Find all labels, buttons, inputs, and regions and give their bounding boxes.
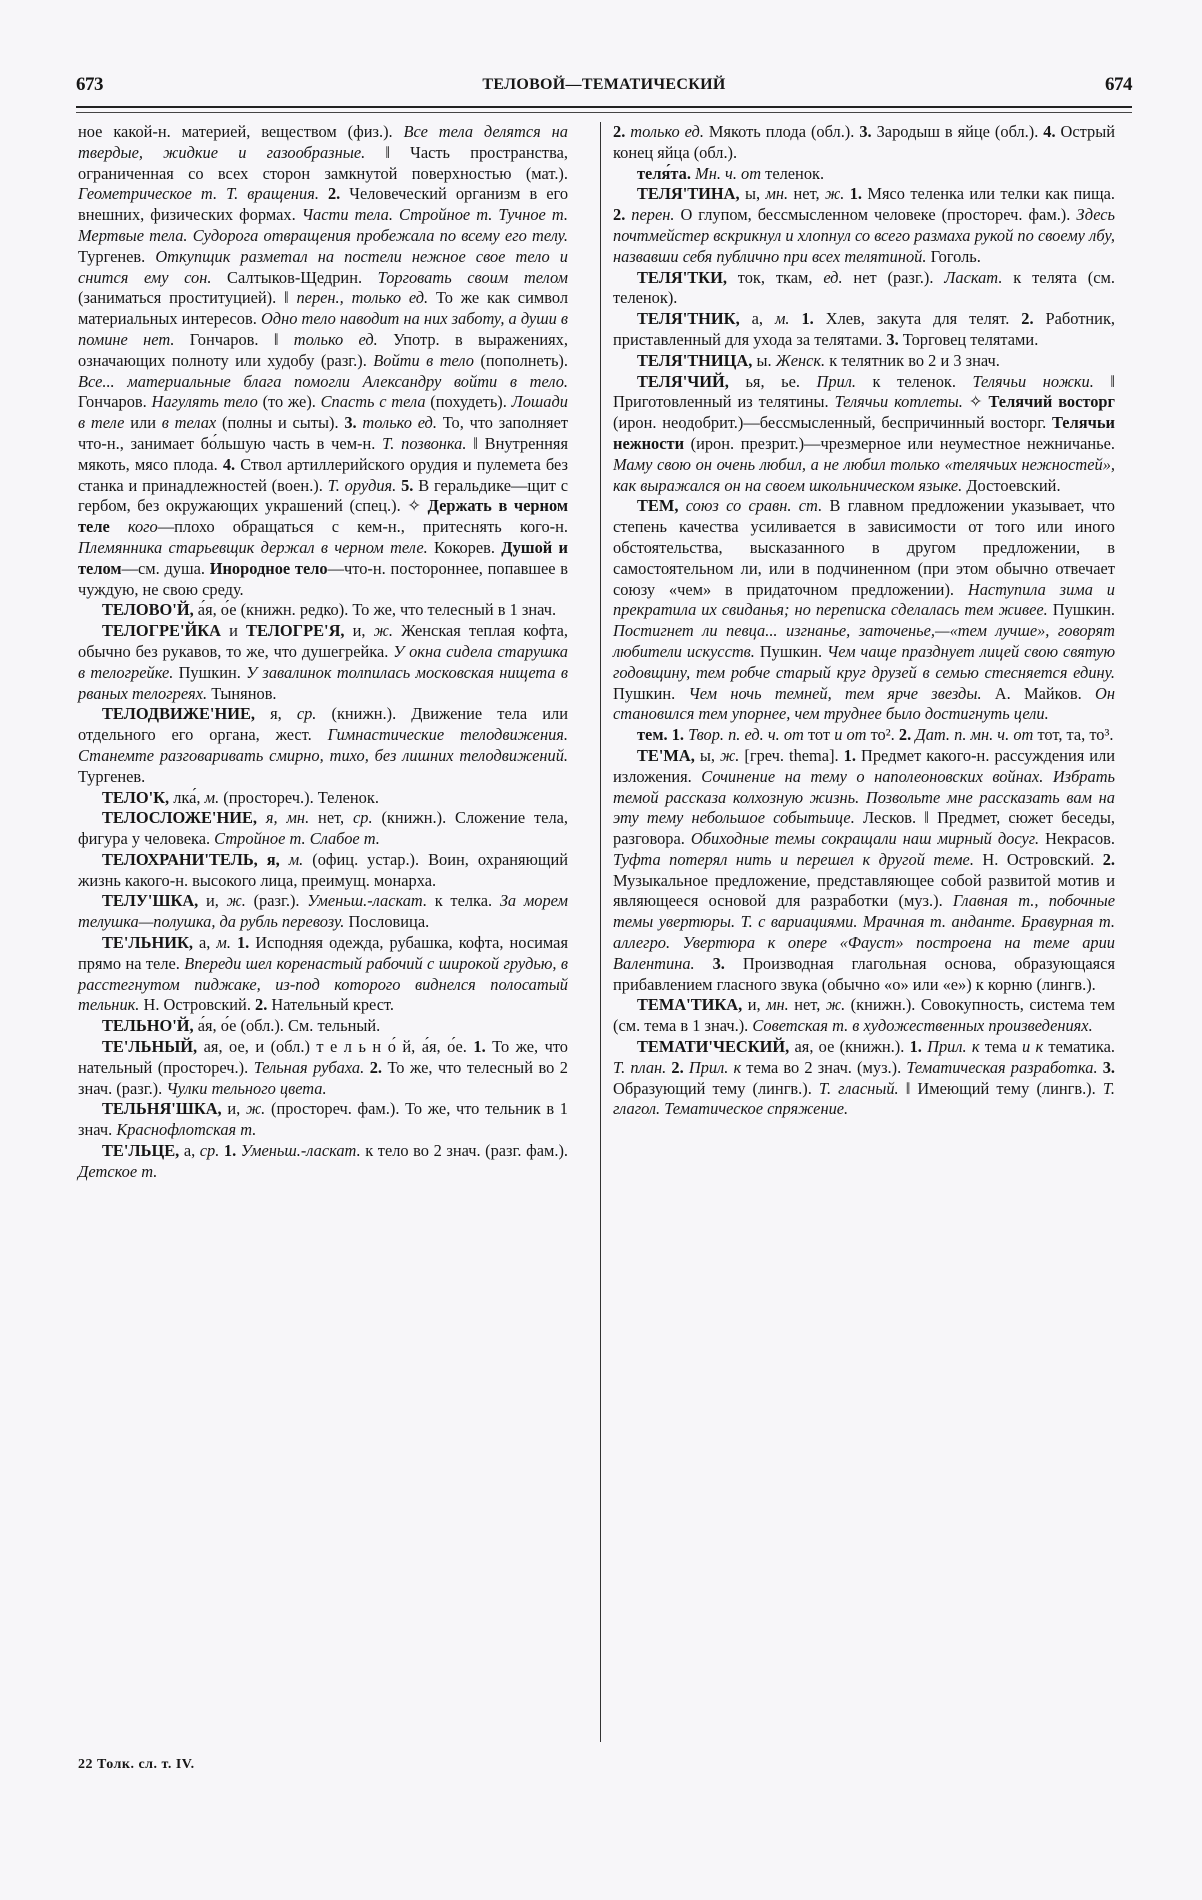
body-text: и,	[221, 1099, 246, 1119]
running-title: ТЕЛОВОЙ—ТЕМАТИЧЕСКИЙ	[482, 76, 726, 93]
italic-text: м.	[279, 849, 304, 869]
headword-bold: ТЕ'ЛЬНЫЙ,	[102, 1037, 198, 1057]
body-text: ✧	[962, 392, 989, 412]
italic-text: Уменьш.-ласкат.	[307, 891, 428, 911]
body-text: Предмет какого-н. рассуждения или изложения.	[613, 745, 1116, 786]
body-text: тот, та, то³.	[1033, 725, 1114, 745]
body-text: ное какой-н. материей, веществом (физ.).	[78, 122, 404, 141]
italic-text: Наступила зима и прекратила их свиданья; но переписка сделалась тем живее.	[613, 579, 1115, 620]
headword-bold: 3.	[1097, 1057, 1116, 1077]
body-text: лка́,	[169, 787, 205, 807]
body-text: (полны и сыты).	[216, 413, 345, 433]
italic-text: Гимнастические телодвижения. Станемте разговаривать смирно, тихо, без лишних телодвижений.	[78, 725, 568, 765]
body-text: нет (разг.).	[842, 267, 945, 287]
body-text: Пословица.	[344, 912, 430, 932]
italic-text: Тельная рубаха.	[253, 1057, 365, 1077]
italic-text: Одно тело наводит на них заботу, а души в помине нет.	[78, 309, 568, 349]
headword-bold: Инородное тело	[209, 558, 328, 578]
body-text: Пушкин.	[754, 641, 827, 661]
italic-text: Телячьи ножки.	[972, 371, 1094, 391]
body-text: Производная глагольная основа, образующаяся прибавлением гласного звука (обычно «о» или «е») к корню (лингв.).	[613, 953, 1115, 994]
headword-bold: Телячий восторг	[988, 392, 1115, 412]
dictionary-entry	[613, 164, 1115, 185]
body-text: а́я, о́е (обл.). См. тельный.	[193, 1016, 381, 1036]
italic-text: Прил.	[816, 371, 856, 391]
headword-bold: 5.	[396, 475, 414, 495]
right-column	[613, 122, 1115, 1120]
headword-bold: 1.	[909, 1037, 922, 1057]
body-text: —плохо обращаться с кем-н., притеснять кого-н.	[157, 517, 568, 537]
body-text: (ирон. неодобрит.)—бессмысленный, беспричинный восторг.	[613, 413, 1052, 433]
dictionary-entry	[613, 746, 1115, 996]
body-text: То же, что нательный (простореч.).	[78, 1037, 568, 1077]
body-text: (книжн.). Движение тела или отдельного его органа, жест.	[78, 704, 568, 745]
dictionary-entry	[78, 1016, 568, 1037]
entry-continuation	[613, 122, 1115, 164]
body-text: Зародыш в яйце (обл.).	[871, 122, 1044, 141]
body-text: А. Майков.	[981, 683, 1096, 703]
italic-text: союз со сравн. ст.	[678, 496, 823, 516]
headword-bold: ТЕ'ЛЬНИК,	[102, 933, 193, 953]
italic-text: Войти в тело	[373, 350, 474, 370]
body-text: [греч. thema].	[739, 745, 844, 765]
body-text: ы.	[752, 350, 776, 370]
italic-text: Детское т.	[78, 1161, 158, 1181]
headword-bold: 2.	[666, 1057, 684, 1077]
body-text: Н. Островский.	[139, 995, 256, 1015]
italic-text: только ед.	[356, 413, 437, 433]
body-text: —см. душа.	[121, 558, 210, 578]
italic-text: Мн. ч. от	[690, 163, 762, 183]
body-text: Гончаров.	[78, 392, 152, 412]
body-text: нет,	[788, 995, 826, 1015]
body-text: тема во 2 знач. (муз.).	[741, 1057, 907, 1077]
body-text: Женская теплая кофта, обычно без рукавов, то же, что душегрейка.	[78, 621, 568, 661]
headword-bold: 3.	[694, 953, 725, 973]
italic-text: Он становился тем упорнее, чем труднее было достигнуть цели.	[613, 683, 1115, 724]
headword-bold: Душой и телом	[78, 537, 568, 578]
headword-bold: ТЕ'МА,	[637, 745, 695, 765]
dictionary-entry	[613, 351, 1115, 372]
italic-text: только ед.	[293, 329, 378, 349]
headword-bold: 2.	[613, 205, 626, 225]
body-text: нет,	[788, 184, 825, 204]
body-text: (простореч. фам.). То же, что тельник в 1 знач.	[78, 1099, 568, 1140]
body-text: Н. Островский.	[973, 849, 1103, 869]
headword-bold: ТЕЛЯ'ЧИЙ,	[637, 371, 729, 391]
headword-bold: 3.	[886, 329, 899, 349]
body-text: Пушкин.	[1047, 600, 1115, 620]
headword-bold: ТЕЛЯ'ТКИ,	[637, 267, 727, 287]
body-text: а,	[179, 1141, 200, 1161]
body-text: Музыкальное предложение, представляющее собой развитой мотив и являющееся основой для разработки (муз.).	[613, 870, 1115, 911]
body-text: То, что заполняет что-н., занимает бо́льшую часть в чем-н.	[78, 413, 569, 453]
italic-text: ж.	[373, 621, 394, 641]
italic-text: кого	[109, 517, 158, 537]
italic-text: Дат. п. мн. ч. от	[911, 725, 1034, 745]
italic-text: ж.	[825, 995, 846, 1015]
headword-bold: 2.	[1021, 309, 1034, 329]
body-text: (ирон. презрит.)—чрезмерное или неуместное нежничанье.	[684, 433, 1115, 453]
dictionary-entry	[78, 891, 568, 933]
headword-bold: 4.	[1043, 122, 1056, 141]
body-text: тема	[979, 1037, 1023, 1057]
italic-text: Части тела. Стройное т. Тучное т. Мертвые тела. Судорога отвращения пробежала по всему его телу.	[78, 205, 568, 245]
body-text: В главном предложении указывает, что степень качества усиливается в зависимости от того или иного обстоятельства, высказанного в другом предложении, в самостоятельном ли, или в подчиненном (при этом обычно отвечает союзу «чем» в придаточном предложении).	[613, 496, 1116, 599]
italic-text: Лошади в теле	[78, 392, 568, 433]
italic-text: Все тела делятся на твердые, жидкие и газообразные.	[78, 122, 568, 162]
body-text: Гончаров. ‖	[174, 329, 294, 349]
headword-bold: ТЕЛУ'ШКА,	[102, 891, 199, 911]
headword-bold: ТЕЛЯ'ТИНА,	[637, 184, 740, 204]
body-text: То же как символ материальных интересов.	[78, 288, 569, 329]
italic-text: Чем чаще празднует лицей свою святую годовщину, тем робче старый круг друзей в семью стесняется едину.	[613, 641, 1116, 682]
dictionary-entry	[78, 788, 568, 809]
body-text: Острый конец яйца (обл.).	[613, 122, 1116, 162]
headword-bold: тем.	[637, 725, 668, 745]
italic-text: ж.	[245, 1099, 266, 1119]
dictionary-entry	[613, 268, 1115, 310]
headword-bold: ТЕЛОВО'Й,	[102, 600, 194, 620]
body-text: ‖ Часть пространства, ограниченная со всех сторон замкнутой поверхностью (мат.).	[78, 142, 568, 183]
footer-signature: 22 Толк. сл. т. IV.	[78, 1757, 195, 1772]
headword-bold: Телячьи нежности	[613, 413, 1115, 453]
entry-continuation	[78, 122, 568, 600]
body-text: (простореч.). Теленок.	[219, 787, 379, 807]
body-text: Нательный крест.	[267, 995, 395, 1015]
headword-bold: ТЕ'ЛЬЦЕ,	[102, 1141, 180, 1161]
body-text: Работник, приставленный для ухода за телятами.	[613, 309, 1116, 349]
body-text: а,	[192, 933, 217, 953]
italic-text: в телах	[161, 413, 217, 433]
dictionary-entry	[78, 600, 568, 621]
dictionary-entry	[78, 1099, 568, 1141]
italic-text: Главная т., побочные темы увертюры. Т. с вариациями. Мрачная т. анданте. Бравурная т. аллегро. Увертюра к опере «Фауст» построена на теме арии Валентина.	[613, 891, 1115, 973]
italic-text: перен., только ед.	[296, 288, 429, 308]
body-text: Человеческий организм в его внешних, физических формах.	[78, 184, 569, 225]
body-text: Салтыков-Щедрин.	[211, 267, 378, 287]
body-text: ‖ Приготовленный из телятины.	[613, 371, 1115, 412]
body-text: к теленок.	[855, 371, 973, 391]
italic-text: м.	[774, 309, 790, 329]
headword-bold: 2.	[318, 184, 341, 204]
italic-text: Т. план.	[613, 1057, 667, 1077]
headword-bold: 2.	[898, 725, 912, 745]
body-text: (то же).	[257, 392, 321, 412]
headword-bold: 3.	[859, 122, 872, 141]
headword-bold: ТЕЛЯ'ТНИЦА,	[637, 350, 753, 370]
italic-text: Твор. п. ед. ч. от	[683, 725, 804, 745]
italic-text: У окна сидела старушка в телогрейке.	[78, 641, 568, 682]
headword-bold: 1.	[230, 933, 250, 953]
italic-text: Торговать своим телом	[377, 267, 568, 287]
body-text: ‖ Внутренняя мякоть, мясо плода.	[78, 433, 568, 474]
dictionary-entry	[78, 621, 568, 704]
body-text: Пушкин.	[613, 683, 689, 703]
body-text: Некрасов.	[1039, 829, 1115, 849]
body-text: ток, ткам,	[726, 267, 824, 287]
headword-bold: 1.	[473, 1037, 486, 1057]
italic-text: Откупщик разметал на постели нежное свое тело и снится ему сон.	[78, 246, 568, 287]
body-text: (заниматься проституцией). ‖	[78, 288, 297, 308]
italic-text: Туфта потерял нить и перешел к другой теме.	[613, 849, 974, 869]
italic-text: я, мн.	[257, 808, 310, 828]
body-text: ая, ое, и (обл.) т е л ь н о́ й, а́я, о́е.	[197, 1037, 474, 1057]
italic-text: За морем телушка—полушка, да рубль перевозу.	[78, 891, 568, 932]
italic-text: Телячьи котлеты.	[834, 392, 963, 412]
italic-text: Племянника старьевщик держал в черном теле.	[78, 537, 428, 557]
italic-text: Геометрическое т. Т. вращения.	[78, 184, 319, 204]
body-text: Гоголь.	[926, 246, 981, 266]
page-number-right: 674	[1105, 74, 1132, 95]
italic-text: ж.	[824, 184, 845, 204]
dictionary-entry	[613, 496, 1115, 725]
body-text: Лесков. ‖ Предмет, сюжет беседы, разговора.	[613, 808, 1115, 849]
body-text: тематика.	[1043, 1037, 1116, 1057]
headword-bold: 2.	[1102, 849, 1115, 869]
italic-text: Ласкат.	[944, 267, 1003, 287]
italic-text: и к	[1022, 1037, 1044, 1057]
dictionary-entry	[613, 995, 1115, 1037]
body-text: ья, ье.	[728, 371, 817, 391]
body-text: ы,	[739, 184, 766, 204]
body-text: тот	[803, 725, 835, 745]
dictionary-entry	[613, 309, 1115, 351]
body-text: Тынянов.	[207, 683, 277, 703]
dictionary-entry	[613, 372, 1115, 497]
italic-text: Нагулять тело	[151, 392, 258, 412]
body-text: Пушкин.	[173, 662, 247, 682]
headword-bold: ТЕМ,	[637, 496, 679, 516]
italic-text: Т. позвонка.	[382, 433, 467, 453]
headword-bold: 1.	[667, 725, 684, 745]
body-text: Образующий тему (лингв.).	[613, 1078, 819, 1098]
body-text: —что-н. постороннее, попавшее в чуждую, не свою среду.	[78, 558, 569, 599]
italic-text: Постигнет ли певца... изгнанье, заточенье,—«тем лучше», говорят любители искусств.	[613, 621, 1115, 661]
body-text: (книжн.). Совокупность, система тем (см. тема в 1 знач.).	[613, 995, 1115, 1036]
body-text: или	[124, 413, 162, 433]
italic-text: Сочинение на тему о наполеоновских войнах. Избрать темой рассказа колхозную жизнь. Позвольте мне рассказать вам на эту тему небольшое событьице.	[613, 766, 1115, 828]
body-text: Кокорев.	[427, 537, 502, 557]
headword-bold: 2.	[255, 995, 268, 1015]
italic-text: Т. гласный.	[818, 1078, 899, 1098]
italic-text: ср.	[199, 1141, 220, 1161]
body-text: Тургенев.	[78, 246, 156, 266]
headword-bold: ТЕЛОГРЕ'ЙКА	[102, 621, 222, 641]
italic-text: м.	[204, 787, 220, 807]
headword-bold: ТЕЛЬНЯ'ШКА,	[102, 1099, 222, 1119]
italic-text: Краснофлотская т.	[116, 1120, 257, 1140]
body-text: (похудеть).	[425, 392, 512, 412]
italic-text: ж.	[226, 891, 246, 911]
headword-bold: ТЕЛОСЛОЖЕ'НИЕ,	[102, 808, 258, 828]
body-text: и,	[198, 891, 227, 911]
italic-text: мн.	[765, 184, 789, 204]
headword-bold: 2.	[364, 1057, 382, 1077]
headword-bold: ТЕЛОГРЕ'Я,	[246, 621, 345, 641]
dictionary-entry	[613, 1037, 1115, 1120]
body-text: Исподняя одежда, рубашка, кофта, носимая прямо на теле.	[78, 933, 569, 973]
headword-bold: 1.	[843, 745, 856, 765]
body-text: и,	[742, 995, 767, 1015]
headword-bold: 1.	[789, 309, 814, 329]
italic-text: Уменьш.-ласкат.	[236, 1141, 361, 1161]
headword-bold: ТЕЛЬНО'Й,	[102, 1016, 194, 1036]
body-text: к тело во 2 знач. (разг. фам.).	[360, 1141, 568, 1161]
italic-text: перен.	[625, 205, 675, 225]
italic-text: Маму свою он очень любил, а не любил только «телячьих нежностей», как выражался он на своем школьническом языке.	[613, 454, 1115, 495]
dictionary-entry	[78, 1037, 568, 1099]
left-column	[78, 122, 568, 1183]
italic-text: Стройное т. Слабое т.	[214, 829, 380, 849]
body-text: ая, ое (книжн.).	[789, 1037, 910, 1057]
headword-bold: ТЕМА'ТИКА,	[637, 995, 743, 1015]
body-text: к телятник во 2 и 3 знач.	[825, 350, 1000, 370]
body-text: Тургенев.	[78, 766, 146, 786]
italic-text: и от	[834, 725, 867, 745]
column-divider	[600, 122, 601, 1742]
dictionary-entry	[613, 725, 1115, 746]
dictionary-entry	[78, 850, 568, 892]
italic-text: м.	[216, 933, 231, 953]
body-text: теленок.	[761, 163, 825, 183]
body-text: ы,	[694, 745, 721, 765]
body-text: я,	[254, 704, 297, 724]
italic-text: У завалинок толпилась московская нищета в рваных телогреях.	[78, 662, 568, 703]
italic-text: Прил. к	[921, 1037, 980, 1057]
dictionary-entry	[78, 1141, 568, 1183]
italic-text: Впереди шел коренастый рабочий с широкой грудью, в расстегнутом пиджаке, из-под которого виднелся полосатый тельник.	[78, 953, 568, 1015]
italic-text: Все... материальные блага помогли Александру войти в тело.	[78, 371, 568, 391]
page-header	[76, 74, 1132, 104]
body-text: к телята (см. теленок).	[613, 267, 1115, 308]
page-number-left: 673	[76, 74, 103, 95]
italic-text: Т. орудия.	[327, 475, 397, 495]
italic-text: ср.	[296, 704, 317, 724]
body-text: Мясо теленка или телки как пища.	[862, 184, 1116, 204]
italic-text: Здесь почтмейстер вскрикнул и хлопнул со всего размаха рукой по своему лбу, назвавши себя публично при всех телятиной.	[613, 205, 1115, 266]
body-text: а,	[739, 309, 775, 329]
headword-bold: ТЕМАТИ'ЧЕСКИЙ,	[637, 1037, 790, 1057]
italic-text: Т. глагол. Тематическое спряжение.	[613, 1078, 1115, 1119]
italic-text: Спасть с тела	[320, 392, 426, 412]
headword-bold: теля́та.	[637, 163, 691, 183]
italic-text: Обиходные темы сокращали наш мирный досуг.	[690, 829, 1040, 849]
body-text: Достоевский.	[962, 475, 1061, 495]
headword-bold: 2.	[613, 122, 626, 141]
headword-bold: 1.	[219, 1141, 237, 1161]
body-text: и	[221, 621, 247, 641]
headword-bold: Держать в черном теле	[78, 496, 569, 537]
body-text: ‖ Имеющий тему (лингв.).	[898, 1078, 1103, 1098]
body-text: (офиц. устар.). Воин, охраняющий жизнь какого-н. высокого лица, преимущ. монарха.	[78, 849, 569, 890]
body-text: Мякоть плода (обл.).	[703, 122, 860, 141]
headword-bold: ТЕЛОХРАНИ'ТЕЛЬ, я,	[102, 849, 280, 869]
italic-text: только ед.	[625, 122, 704, 141]
body-text: к телка.	[427, 891, 500, 911]
body-text: Торговец телятами.	[898, 329, 1039, 349]
italic-text: Чем ночь темней, тем ярче звезды.	[688, 683, 982, 703]
headword-bold: ТЕЛОДВИЖЕ'НИЕ,	[102, 704, 255, 724]
dictionary-entry	[78, 933, 568, 1016]
body-text: Употр. в выражениях, означающих полноту или худобу (разг.).	[78, 329, 568, 370]
headword-bold: 3.	[344, 413, 357, 433]
italic-text: ср.	[353, 808, 373, 828]
body-text: (разг.).	[245, 891, 308, 911]
body-text: нет,	[309, 808, 353, 828]
body-text: а́я, о́е (книжн. редко). То же, что телесный в 1 знач.	[193, 600, 557, 620]
dictionary-entry	[78, 808, 568, 850]
dictionary-entry	[78, 704, 568, 787]
body-text: То же, что телесный во 2 знач. (разг.).	[78, 1057, 568, 1098]
italic-text: ед.	[823, 267, 843, 287]
headword-bold: ТЕЛЯ'ТНИК,	[637, 309, 740, 329]
italic-text: мн.	[766, 995, 789, 1015]
italic-text: Советская т. в художественных произведениях.	[752, 1016, 1093, 1036]
header-rule	[76, 106, 1132, 113]
body-text: В геральдике—щит с гербом, без окружающих украшений (спец.). ✧	[78, 475, 569, 516]
body-text: (книжн.). Сложение тела, фигура у человека.	[78, 808, 568, 849]
headword-bold: 4.	[222, 454, 236, 474]
body-text: (пополнеть).	[473, 350, 568, 370]
italic-text: Чулки тельного цвета.	[166, 1078, 327, 1098]
italic-text: Тематическая разработка.	[906, 1057, 1098, 1077]
body-text: О глупом, бессмысленном человеке (простореч. фам.).	[674, 205, 1077, 225]
headword-bold: ТЕЛО'К,	[102, 787, 170, 807]
body-text: Хлев, закута для телят.	[813, 309, 1022, 329]
italic-text: Женск.	[775, 350, 826, 370]
dictionary-entry	[613, 184, 1115, 267]
body-text: Ствол артиллерийского орудия и пулемета без станка и принадлежностей (воен.).	[78, 454, 568, 495]
headword-bold: 1.	[844, 184, 863, 204]
italic-text: ж.	[720, 745, 740, 765]
body-text: то².	[866, 725, 899, 745]
body-text: и,	[344, 621, 374, 641]
italic-text: Прил. к	[683, 1057, 742, 1077]
